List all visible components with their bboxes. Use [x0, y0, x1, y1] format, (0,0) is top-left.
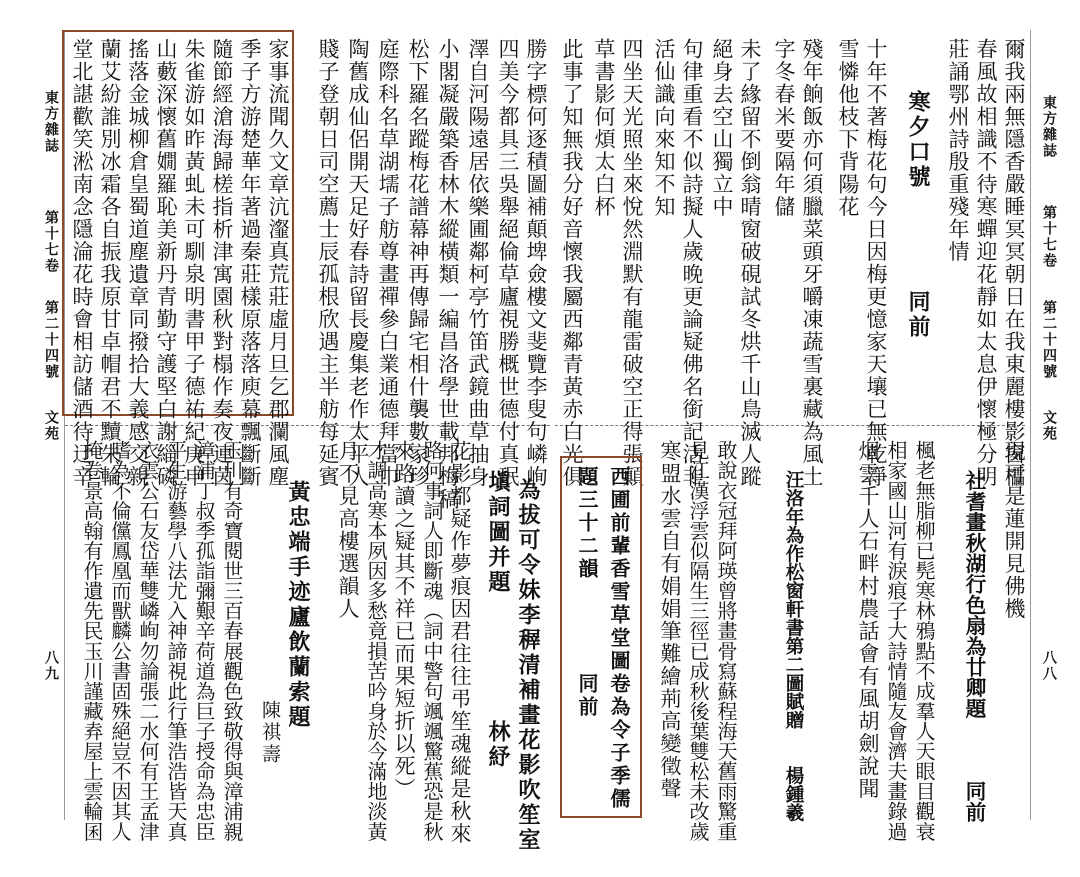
- boxed-title-line: 題三十二韻 同前: [575, 466, 599, 719]
- text-column: 勝字標何逐積圖補顛埤僉樓文斐覽李叟句嶙峋: [524, 38, 548, 488]
- text-column: 烟雲千人石畔村農話會有風胡劍說聞: [856, 440, 880, 800]
- text-column: 陶舊成仙侶開天足好春詩留長慶集老作太平人: [346, 38, 370, 488]
- poem-title: 寒夕口號 同前: [905, 90, 931, 340]
- text-column: 來路讀之疑其不祥已而果短折以死）: [392, 440, 416, 800]
- text-column: 句律重看不似詩擬人歲晚更論疑佛名銜記活非: [680, 38, 704, 488]
- poem-title: 黃忠端手迹廬飲蘭索題: [285, 480, 311, 730]
- text-column: 小閣凝嚴築香林木縱橫類一編昌洛學世載邦梅稿: [436, 38, 460, 511]
- text-column: 春風故相識不待寒蟬迎花靜如太息伊懷極分明: [974, 38, 998, 488]
- text-column: 四坐天光照坐來悅然淵默有龍雷破空正得張顛: [620, 38, 644, 488]
- text-column: 莊誦鄂州詩殷重殘年情: [946, 38, 970, 263]
- text-column: 隨節經滄海歸槎指析津寓園秋對榻作奏夜連茵: [210, 38, 234, 488]
- left-header-section: 文苑: [43, 410, 59, 442]
- left-header-issue: 第二十四號: [43, 300, 59, 380]
- left-header-volume: 第十七卷: [43, 210, 59, 274]
- text-column: 此事了知無我分好音懷我屬西鄰青黃赤白光俱: [560, 38, 584, 488]
- text-column: 敢說衣冠拜阿瑛曾將畫骨寫蘇程海天舊雨驚重: [714, 440, 738, 842]
- text-column: 山藪深懷舊嫺羅恥美新丹青勤守護堅白謝緇磷: [154, 38, 178, 488]
- poem-title: 為拔可令妹李稺清補畫花影吹笙室: [515, 478, 541, 853]
- poem-title: 塡詞圖并題 林紓: [485, 470, 511, 770]
- poem-title: 社耆畫秋湖行色扇為廿卿題 同前: [962, 470, 986, 822]
- text-column: 寒盟水雲自有娟娟筆難繪荊高變徵聲: [658, 440, 682, 800]
- text-column: 澤自河陽遠居依樂圃鄰柯亭竹笛武鏡曲草抽身: [466, 38, 490, 488]
- text-column: 相家國山河有淚痕子大詩情隨友會濟夫畫錄過: [884, 440, 908, 842]
- text-column: 四美今都具三吳舉絕倫草廬視勝概世德付真珉: [496, 38, 520, 488]
- text-column: 草書影何煩太白杯: [592, 38, 616, 218]
- text-column: 玉川有奇寶閱世三百春展觀色致敬得與漳浦親: [220, 440, 244, 842]
- left-header-title: 東方雜誌: [43, 90, 59, 154]
- text-column: 現可是蓮開見佛機: [1002, 440, 1026, 620]
- text-column: 未了緣留不倒翁晴窗破硯試冬烘千山鳥滅人蹤: [738, 38, 762, 488]
- right-header-issue: 第二十四號: [1041, 300, 1057, 380]
- text-column: 蘭艾紛誰別冰霜各自振我原甘卓帽君不黷朱輪: [98, 38, 122, 488]
- right-header-title: 東方雜誌: [1041, 95, 1057, 159]
- left-page-number: 八九: [43, 650, 59, 682]
- text-column: 松下羅名蹤梅花譜幕神再傳歸宅相什襲數家珍: [406, 38, 430, 488]
- text-column: 季子方游楚華年著過秦莊樣原落落庾幕飄斷斷: [238, 38, 262, 488]
- right-header-section: 文苑: [1041, 410, 1057, 442]
- text-column: 活仙識向來知不知: [652, 38, 676, 218]
- right-margin-rule: [1030, 30, 1031, 820]
- text-column: 爾我兩無隱香嚴睡冥冥朝日在我東麗樓影窗櫺: [1002, 38, 1026, 488]
- text-column: 花影都疑作夢痕因君往往弔笙魂縱是秋來: [448, 440, 472, 845]
- text-column: 搖落金城柳倉皇蜀道塵遺章同撥拾大義感交親: [126, 38, 150, 488]
- text-column: 字冬春米要隔年儲: [772, 38, 796, 218]
- text-column: 漳浦丁叔季孤詣彌艱辛荷道為巨子授命為忠臣: [192, 440, 216, 842]
- right-header-volume: 第十七卷: [1041, 205, 1057, 269]
- text-column: 殘年餉飯亦何須臘菜頭牙嚼凍蔬雪裏藏為風土: [800, 38, 824, 488]
- right-page-number: 八八: [1041, 650, 1057, 682]
- poem-title: 汪洛年為作松窗軒書第二圖賦贈 楊鍾羲: [783, 470, 804, 822]
- text-column: 嗜為不倫儻鳳凰而獸麟公書固殊絕豈不因其人: [108, 440, 132, 842]
- text-column: 才調高寒本夙因多愁竟損苦吟身於今滿地淡黃: [364, 440, 388, 842]
- text-column: 平生游藝學八法尤入神諦視此行筆浩浩皆天真: [164, 440, 188, 842]
- text-column: 賤子登朝日司空薦士辰孤根欣遇主半舫每延賓: [316, 38, 340, 488]
- text-column: 月不見高樓選韻人: [336, 440, 360, 620]
- text-column: 掩卷景高翰有作遺先民玉川謹藏弆屋上雲輪囷: [80, 440, 104, 842]
- boxed-title-line: 西圃前輩香雪草堂圖卷為令子季儒: [607, 466, 631, 811]
- text-column: 家事流聞久文章沆瀣真荒莊虛月旦乞郡瀾風塵: [266, 38, 290, 488]
- text-column: 雪憐他枝下背陽花: [836, 38, 860, 218]
- text-column: 楓老無脂柳已髡寒林鴉點不成羣人天眼目觀衰: [912, 440, 936, 842]
- text-column: 路何事詞人即斷魂（詞中警句颯颯驚蕉恐是秋: [420, 440, 444, 842]
- text-column: 朱雀游如昨黃虬未可馴泉明書甲子德祐紀庚申: [182, 38, 206, 488]
- text-column: 庭際科名草湖壖子舫尊畫禪參白業通德拜當巾: [376, 38, 400, 488]
- text-column: 見江漢浮雲似隔生三徑已成秋後葉雙松未改歲: [686, 440, 710, 842]
- text-column: 堂北諶歡笑淞南念隱淪花時會相訪儲酒待迂辛: [70, 38, 94, 488]
- text-column: 絕身去空山獨立中: [710, 38, 734, 218]
- text-column: 衣雲公石友岱華雙嶙峋勿論張二水何有王孟津: [136, 440, 160, 842]
- author-name: 陳祺壽: [259, 700, 281, 766]
- text-column: 十年不著梅花句今日因梅更憶家天壤已無乾淨: [864, 38, 888, 488]
